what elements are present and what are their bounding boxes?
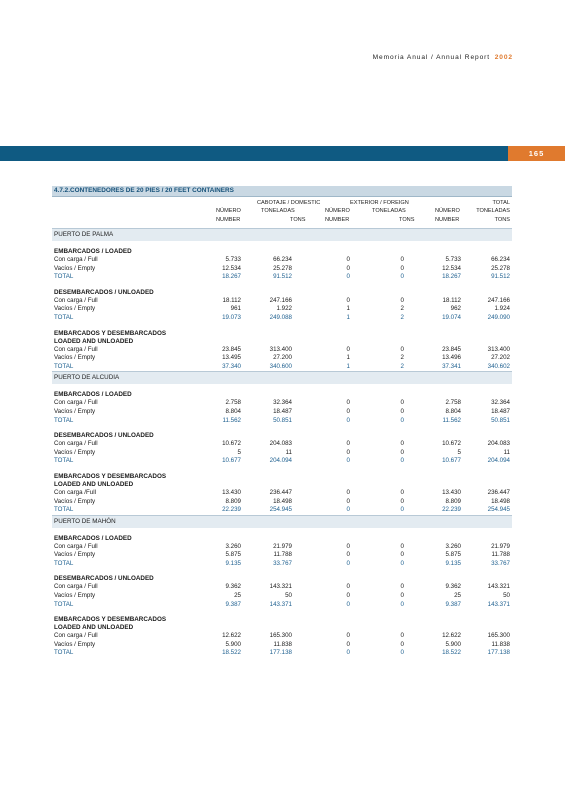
cell-value: 5.733 xyxy=(445,256,461,263)
cell-value: 0 xyxy=(400,407,404,415)
cell-value: 204.083 xyxy=(269,440,292,448)
cell-value: 0 xyxy=(346,559,350,567)
cell-value: 50 xyxy=(285,592,292,600)
cell-value: 11.788 xyxy=(273,551,292,559)
cell-value: 27.200 xyxy=(273,354,292,362)
cell-value: 2 xyxy=(400,354,404,362)
page-number-box xyxy=(508,146,565,161)
row-group xyxy=(52,575,512,609)
cell-value: 18.522 xyxy=(442,649,461,657)
table-row xyxy=(52,305,512,314)
cell-value: 8.804 xyxy=(445,407,461,415)
cell-value: 0 xyxy=(346,457,350,465)
cell-value: 236.447 xyxy=(269,488,292,496)
group-title: EMBARCADOS / LOADED xyxy=(54,248,132,255)
cell-value: 340.600 xyxy=(269,362,292,370)
cell-value: 204.094 xyxy=(269,457,292,465)
cell-value: 66.234 xyxy=(273,256,292,263)
cell-value: 8.809 xyxy=(225,497,241,505)
cell-value: 204.083 xyxy=(487,440,510,448)
row-label: Vacíos / Empty xyxy=(54,592,96,600)
cell-value: 0 xyxy=(346,440,350,448)
cell-value: 13.496 xyxy=(442,354,461,362)
cell-value: 143.371 xyxy=(487,600,510,608)
cell-value: 313.400 xyxy=(487,345,510,353)
table-row xyxy=(52,399,512,408)
cell-value: 0 xyxy=(346,583,350,591)
cell-value: 13.430 xyxy=(222,488,241,496)
cell-value: 0 xyxy=(400,296,404,304)
cell-value: 11 xyxy=(503,448,510,456)
table-row xyxy=(52,354,512,363)
cell-value: 0 xyxy=(346,399,350,407)
cell-value: 10.672 xyxy=(442,440,461,448)
cell-value: 2.758 xyxy=(225,399,241,407)
cell-value: 5.900 xyxy=(445,640,461,648)
col-es-6: TONELADAS xyxy=(476,208,510,214)
cell-value: 9.135 xyxy=(445,559,461,567)
cell-value: 5 xyxy=(237,448,241,456)
row-group xyxy=(52,289,512,323)
cell-value: 0 xyxy=(400,416,404,424)
cell-value: 0 xyxy=(346,488,350,496)
cell-value: 32.364 xyxy=(491,399,510,407)
cell-value: 1 xyxy=(346,362,350,370)
cell-value: 18.487 xyxy=(273,407,292,415)
cell-value: 0 xyxy=(346,407,350,415)
cell-value: 1.924 xyxy=(494,305,510,313)
row-label: Con carga / Full xyxy=(54,632,98,640)
cell-value: 9.362 xyxy=(225,583,241,591)
cell-value: 0 xyxy=(346,416,350,424)
cell-value: 5.900 xyxy=(225,640,241,648)
table-row xyxy=(52,498,512,507)
col-en-1: NUMBER xyxy=(216,217,241,223)
cell-value: 18.267 xyxy=(442,273,461,281)
col-es-2: TONELADAS xyxy=(261,208,295,214)
total-row xyxy=(52,560,512,569)
row-group xyxy=(52,535,512,569)
row-label: TOTAL xyxy=(54,506,74,514)
cell-value: 2 xyxy=(400,313,404,321)
row-group xyxy=(52,330,512,372)
group-title: EMBARCADOS / LOADED xyxy=(54,534,132,542)
row-label: TOTAL xyxy=(54,313,74,321)
row-label: Vacíos / Empty xyxy=(54,640,96,648)
cell-value: 11.562 xyxy=(442,416,461,424)
col-en-6: TONS xyxy=(494,217,510,223)
group-title: EMBARCADOS Y DESEMBARCADOS xyxy=(54,472,167,480)
table-row xyxy=(52,408,512,417)
cell-value: 91.512 xyxy=(491,273,510,281)
col-en-2: TONS xyxy=(290,217,306,223)
group-title: DESEMBARCADOS / UNLOADED xyxy=(54,432,154,440)
row-label: TOTAL xyxy=(54,559,74,567)
cell-value: 50.851 xyxy=(491,416,510,424)
cell-value: 5.733 xyxy=(225,256,241,263)
cell-value: 0 xyxy=(346,296,350,304)
group-title: EMBARCADOS Y DESEMBARCADOS xyxy=(54,616,167,624)
report-header xyxy=(373,54,513,61)
cell-value: 1 xyxy=(346,305,350,313)
cell-value: 0 xyxy=(400,506,404,514)
cell-value: 204.094 xyxy=(487,457,510,465)
cell-value: 0 xyxy=(346,273,350,281)
cell-value: 0 xyxy=(400,273,404,281)
cell-value: 3.260 xyxy=(225,542,241,550)
page-band xyxy=(0,146,565,161)
table-row xyxy=(52,265,512,274)
cell-value: 961 xyxy=(230,305,241,313)
total-row xyxy=(52,506,512,515)
cell-value: 25.278 xyxy=(491,264,510,272)
cell-value: 0 xyxy=(346,600,350,608)
cell-value: 18.267 xyxy=(222,273,241,281)
total-row xyxy=(52,417,512,426)
cell-value: 5.875 xyxy=(445,551,461,559)
total-row xyxy=(52,649,512,658)
cell-value: 143.321 xyxy=(487,583,510,591)
cell-value: 18.487 xyxy=(491,407,510,415)
cell-value: 165.300 xyxy=(487,632,510,640)
cell-value: 5.875 xyxy=(225,551,241,559)
cell-value: 0 xyxy=(346,640,350,648)
cell-value: 2.758 xyxy=(445,399,461,407)
cell-value: 0 xyxy=(346,632,350,640)
table-row xyxy=(52,551,512,560)
total-row xyxy=(52,314,512,323)
group-header-domestic: CABOTAJE / DOMESTIC xyxy=(257,200,321,206)
table-row xyxy=(52,592,512,601)
cell-value: 8.809 xyxy=(445,497,461,505)
cell-value: 0 xyxy=(346,448,350,456)
cell-value: 313.400 xyxy=(269,345,292,353)
cell-value: 165.300 xyxy=(269,632,292,640)
page-number: 165 xyxy=(528,149,545,158)
row-label: Con carga / Full xyxy=(54,583,98,591)
cell-value: 0 xyxy=(400,632,404,640)
row-label: Vacíos / Empty xyxy=(54,264,96,272)
cell-value: 0 xyxy=(400,488,404,496)
row-group xyxy=(52,248,512,282)
cell-value: 0 xyxy=(346,592,350,600)
cell-value: 25 xyxy=(454,592,461,600)
cell-value: 18.522 xyxy=(222,649,241,657)
cell-value: 21.979 xyxy=(491,542,510,550)
row-label: Vacíos / Empty xyxy=(54,305,96,313)
cell-value: 0 xyxy=(346,542,350,550)
table-row xyxy=(52,543,512,552)
total-row xyxy=(52,273,512,282)
cell-value: 12.622 xyxy=(222,632,241,640)
table-row xyxy=(52,449,512,458)
table-row xyxy=(52,346,512,355)
table-row xyxy=(52,440,512,449)
cell-value: 27.202 xyxy=(491,354,510,362)
group-title: EMBARCADOS Y DESEMBARCADOS xyxy=(54,329,167,337)
table-row xyxy=(52,256,512,265)
cell-value: 0 xyxy=(346,497,350,505)
cell-value: 177.138 xyxy=(269,649,292,657)
cell-value: 50.851 xyxy=(273,416,292,424)
cell-value: 13.495 xyxy=(222,354,241,362)
cell-value: 19.073 xyxy=(222,313,241,321)
container-table xyxy=(52,186,512,658)
table-body xyxy=(52,228,512,658)
cell-value: 8.804 xyxy=(225,407,241,415)
cell-value: 11.562 xyxy=(222,416,241,424)
cell-value: 1 xyxy=(346,354,350,362)
row-group xyxy=(52,432,512,466)
total-row xyxy=(52,601,512,610)
cell-value: 247.166 xyxy=(269,296,292,304)
row-label: Vacíos / Empty xyxy=(54,407,96,415)
table-title: 4.7.2.CONTENEDORES DE 20 PIES / 20 FEET CONTAINERS xyxy=(52,186,512,197)
cell-value: 0 xyxy=(400,264,404,272)
row-label: TOTAL xyxy=(54,416,74,424)
cell-value: 13.430 xyxy=(442,488,461,496)
cell-value: 2 xyxy=(400,362,404,370)
cell-value: 9.387 xyxy=(225,600,241,608)
cell-value: 0 xyxy=(400,559,404,567)
row-label: TOTAL xyxy=(54,649,74,657)
cell-value: 22.239 xyxy=(222,506,241,514)
cell-value: 25 xyxy=(234,592,241,600)
port-section-header: PUERTO DE MAHÓN xyxy=(52,515,512,528)
cell-value: 340.602 xyxy=(487,362,510,370)
cell-value: 0 xyxy=(400,649,404,657)
col-en-5: NUMBER xyxy=(435,217,460,223)
cell-value: 0 xyxy=(400,399,404,407)
cell-value: 249.088 xyxy=(269,313,292,321)
cell-value: 50 xyxy=(503,592,510,600)
row-label: TOTAL xyxy=(54,362,74,370)
cell-value: 2 xyxy=(400,305,404,313)
cell-value: 0 xyxy=(400,640,404,648)
cell-value: 91.512 xyxy=(273,273,292,281)
row-label: Vacíos / Empty xyxy=(54,551,96,559)
cell-value: 0 xyxy=(400,600,404,608)
cell-value: 9.135 xyxy=(225,559,241,567)
row-label: TOTAL xyxy=(54,457,74,465)
cell-value: 23.845 xyxy=(442,345,461,353)
report-year: 2002 xyxy=(494,54,513,61)
row-group xyxy=(52,473,512,515)
cell-value: 10.672 xyxy=(222,440,241,448)
row-label: Con carga / Full xyxy=(54,296,98,304)
cell-value: 0 xyxy=(400,542,404,550)
cell-value: 37.341 xyxy=(442,362,461,370)
row-group xyxy=(52,391,512,425)
group-title: LOADED AND UNLOADED xyxy=(54,337,134,345)
cell-value: 0 xyxy=(400,448,404,456)
row-label: Con carga / Full xyxy=(54,542,98,550)
col-es-3: NÚMERO xyxy=(325,208,350,214)
group-title: LOADED AND UNLOADED xyxy=(54,480,134,488)
total-row xyxy=(52,457,512,466)
cell-value: 25.278 xyxy=(273,264,292,272)
col-es-4: TONELADAS xyxy=(372,208,406,214)
cell-value: 249.090 xyxy=(487,313,510,321)
cell-value: 177.138 xyxy=(487,649,510,657)
cell-value: 18.112 xyxy=(222,296,241,304)
cell-value: 11.838 xyxy=(491,640,510,648)
row-label: TOTAL xyxy=(54,273,74,281)
cell-value: 0 xyxy=(346,264,350,272)
row-label: Con carga / Full xyxy=(54,440,98,448)
cell-value: 5 xyxy=(457,448,461,456)
cell-value: 9.362 xyxy=(445,583,461,591)
cell-value: 236.447 xyxy=(487,488,510,496)
cell-value: 0 xyxy=(346,506,350,514)
cell-value: 32.364 xyxy=(273,399,292,407)
cell-value: 0 xyxy=(400,345,404,353)
group-header-total: TOTAL xyxy=(492,200,510,206)
row-label: Con carga / Full xyxy=(54,256,98,263)
group-header-foreign: EXTERIOR / FOREIGN xyxy=(350,200,409,206)
cell-value: 0 xyxy=(346,551,350,559)
cell-value: 22.239 xyxy=(442,506,461,514)
cell-value: 0 xyxy=(400,551,404,559)
cell-value: 9.387 xyxy=(445,600,461,608)
row-label: Vacíos / Empty xyxy=(54,448,96,456)
table-row xyxy=(52,297,512,306)
cell-value: 254.945 xyxy=(487,506,510,514)
cell-value: 33.767 xyxy=(491,559,510,567)
cell-value: 962 xyxy=(450,305,461,313)
group-title: DESEMBARCADOS / UNLOADED xyxy=(54,575,154,583)
group-title: EMBARCADOS / LOADED xyxy=(54,391,132,399)
col-en-3: NUMBER xyxy=(325,217,350,223)
table-row xyxy=(52,583,512,592)
row-label: Con carga / Full xyxy=(54,399,98,407)
cell-value: 1.922 xyxy=(276,305,292,313)
cell-value: 1 xyxy=(346,313,350,321)
cell-value: 11.788 xyxy=(491,551,510,559)
cell-value: 11.838 xyxy=(273,640,292,648)
table-row xyxy=(52,632,512,641)
row-group xyxy=(52,616,512,658)
cell-value: 21.979 xyxy=(273,542,292,550)
column-headers xyxy=(52,197,512,228)
cell-value: 254.945 xyxy=(269,506,292,514)
port-section-header: PUERTO DE ALCUDIA xyxy=(52,371,512,384)
cell-value: 19.074 xyxy=(442,313,461,321)
cell-value: 10.677 xyxy=(442,457,461,465)
cell-value: 0 xyxy=(400,457,404,465)
row-label: Vacíos / Empty xyxy=(54,354,96,362)
cell-value: 18.498 xyxy=(273,497,292,505)
total-row xyxy=(52,363,512,372)
cell-value: 0 xyxy=(346,256,350,263)
cell-value: 0 xyxy=(400,440,404,448)
cell-value: 143.321 xyxy=(269,583,292,591)
cell-value: 0 xyxy=(400,592,404,600)
group-title: DESEMBARCADOS / UNLOADED xyxy=(54,288,154,296)
cell-value: 12.622 xyxy=(442,632,461,640)
cell-value: 0 xyxy=(400,497,404,505)
cell-value: 37.340 xyxy=(222,362,241,370)
row-label: Con carga /Full xyxy=(54,488,96,496)
col-en-4: TONS xyxy=(399,217,415,223)
row-label: Con carga / Full xyxy=(54,345,98,353)
cell-value: 18.498 xyxy=(491,497,510,505)
table-row xyxy=(52,489,512,498)
cell-value: 0 xyxy=(346,345,350,353)
cell-value: 11 xyxy=(285,448,292,456)
row-label: TOTAL xyxy=(54,600,74,608)
table-row xyxy=(52,641,512,650)
cell-value: 3.260 xyxy=(445,542,461,550)
cell-value: 0 xyxy=(346,649,350,657)
cell-value: 247.166 xyxy=(487,296,510,304)
col-es-5: NÚMERO xyxy=(435,208,460,214)
report-title: Memoria Anual / Annual Report xyxy=(372,54,490,61)
port-section-header: PUERTO DE PALMA xyxy=(52,228,512,241)
cell-value: 12.534 xyxy=(442,264,461,272)
cell-value: 10.677 xyxy=(222,457,241,465)
cell-value: 143.371 xyxy=(269,600,292,608)
cell-value: 12.534 xyxy=(222,264,241,272)
cell-value: 0 xyxy=(400,256,404,263)
cell-value: 18.112 xyxy=(442,296,461,304)
band-blue xyxy=(0,146,508,161)
col-es-1: NÚMERO xyxy=(216,208,241,214)
cell-value: 23.845 xyxy=(222,345,241,353)
cell-value: 33.767 xyxy=(273,559,292,567)
group-title: LOADED AND UNLOADED xyxy=(54,624,134,632)
cell-value: 0 xyxy=(400,583,404,591)
cell-value: 66.234 xyxy=(491,256,510,263)
row-label: Vacíos / Empty xyxy=(54,497,96,505)
